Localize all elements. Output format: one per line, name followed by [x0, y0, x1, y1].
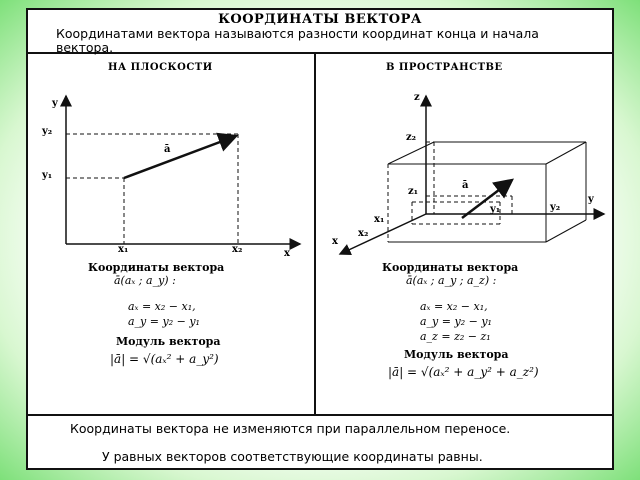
space-z2-label: z₂ — [406, 132, 417, 143]
plane-axis-x-label: x — [284, 248, 290, 259]
space-x1-label: x₁ — [374, 214, 385, 225]
space-vector-label: ā — [462, 180, 469, 191]
footer-note-parallel: Координаты вектора не изменяются при параллельном переносе. — [70, 421, 511, 436]
plane-x2-label: x₂ — [232, 244, 243, 255]
header-box — [28, 10, 612, 54]
footer-rule — [28, 414, 612, 416]
space-vector-arrow — [462, 180, 512, 218]
space-eq-y: a_y = y₂ − y₁ — [420, 315, 492, 328]
space-modulus-formula: |ā| = √(aₓ² + a_y² + a_z²) — [388, 365, 539, 379]
space-eq-z: a_z = z₂ − z₁ — [420, 330, 491, 343]
plane-coords-formula: ā(aₓ ; a_y) : — [114, 274, 176, 287]
space-y2-label: y₂ — [550, 202, 561, 213]
space-modulus-title: Модуль вектора — [404, 348, 509, 361]
space-coords-title: Координаты вектора — [382, 261, 519, 274]
space-x2-label: x₂ — [358, 228, 369, 239]
page-title: КООРДИНАТЫ ВЕКТОРА — [218, 12, 422, 27]
plane-y2-label: y₂ — [42, 126, 53, 137]
plane-diagram — [28, 74, 314, 270]
space-eq-x: aₓ = x₂ − x₁, — [420, 300, 488, 313]
plane-y1-label: y₁ — [42, 170, 53, 181]
space-coords-formula: ā(aₓ ; a_y ; a_z) : — [406, 274, 497, 287]
plane-axis-y-label: y — [52, 98, 58, 109]
plane-coords-title: Координаты вектора — [88, 261, 225, 274]
space-axis-y-label: y — [588, 194, 594, 205]
space-axis-x-label: x — [332, 236, 338, 247]
plane-vector-label: ā — [164, 144, 171, 155]
footer-note-equal: У равных векторов соответствующие координаты равны. — [102, 449, 483, 464]
plane-modulus-title: Модуль вектора — [116, 335, 221, 348]
space-heading: В ПРОСТРАНСТВЕ — [386, 62, 503, 73]
plane-eq-x: aₓ = x₂ − x₁, — [128, 300, 196, 313]
plane-eq-y: a_y = y₂ − y₁ — [128, 315, 200, 328]
space-z1-label: z₁ — [408, 186, 419, 197]
plane-x1-label: x₁ — [118, 244, 129, 255]
space-axis-z-label: z — [414, 92, 420, 103]
plane-modulus-formula: |ā| = √(aₓ² + a_y²) — [110, 352, 219, 366]
plane-heading: НА ПЛОСКОСТИ — [108, 62, 213, 73]
definition-text: Координатами вектора называются разности координат конца и начала вектора. — [56, 26, 539, 55]
slide-sheet — [26, 8, 614, 470]
space-y1-label: y₁ — [490, 204, 501, 215]
plane-vector-arrow — [124, 136, 236, 178]
